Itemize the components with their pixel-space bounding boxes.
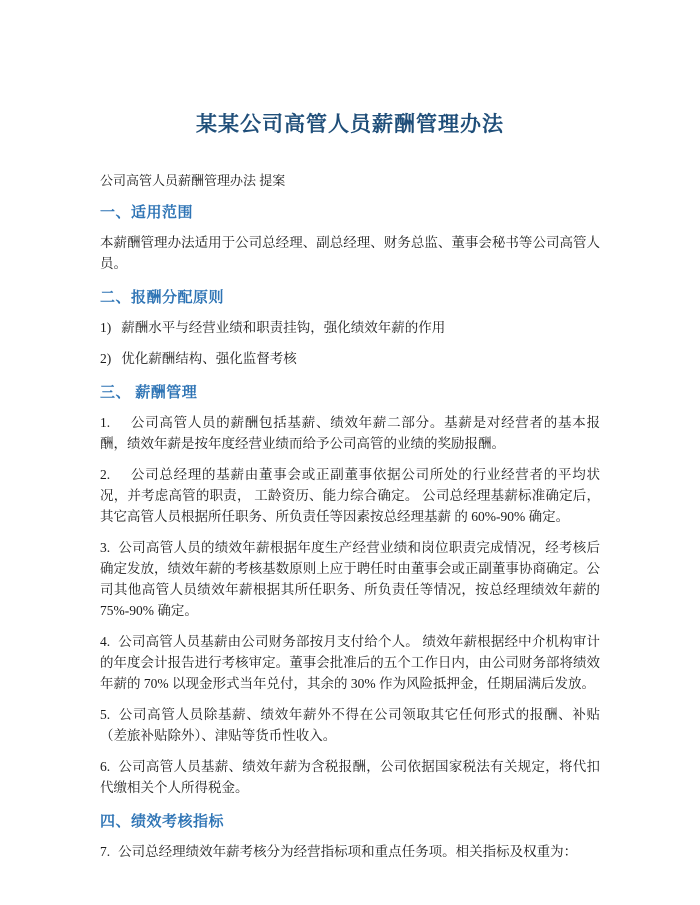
paragraph-number: 5. (100, 707, 111, 722)
paragraph-text: 公司总经理绩效年薪考核分为经营指标项和重点任务项。相关指标及权重为： (118, 844, 578, 859)
paragraph-number: 3. (100, 540, 111, 555)
paragraph-number: 7. (100, 844, 111, 859)
paragraph-text: 公司总经理的基薪由董事会或正副董事依据公司所处的行业经营者的平均状况，并考虑高管的职责， 工龄资历、能力综合确定。 公司总经理基薪标准确定后，其它高管人员根据所任职务、所负责任等因素按总经理基薪 的 60%-90% 确定。 (100, 467, 600, 524)
paragraph-number: 6. (100, 759, 111, 774)
paragraph-text: 公司高管人员的薪酬包括基薪、绩效年薪二部分。基薪是对经营者的基本报酬，绩效年薪是按年度经营业绩而给予公司高管的业绩的奖励报酬。 (100, 415, 600, 451)
section-heading-performance-indicators: 四、绩效考核指标 (100, 814, 225, 830)
numbered-paragraph (100, 756, 600, 798)
paragraph-number: 1. (100, 415, 111, 430)
section-heading-principles: 二、报酬分配原则 (100, 290, 225, 306)
paragraph-text: 公司高管人员基薪、绩效年薪为含税报酬，公司依据国家税法有关规定，将代扣代缴相关个人所得税金。 (100, 759, 600, 795)
paragraph-number: 4. (100, 634, 111, 649)
document-subtitle: 公司高管人员薪酬管理办法 提案 (100, 173, 286, 188)
paragraph-text: 薪酬水平与经营业绩和职责挂钩，强化绩效年薪的作用 (121, 320, 446, 335)
numbered-paragraph (100, 464, 600, 527)
numbered-paragraph (100, 317, 600, 338)
section-heading-scope: 一、适用范围 (100, 205, 194, 221)
paragraph-number: 2. (100, 467, 111, 482)
section-heading-salary-management: 三、 薪酬管理 (100, 385, 198, 401)
paragraph-number: 1) (100, 320, 112, 335)
paragraph-text: 公司高管人员的绩效年薪根据年度生产经营业绩和岗位职责完成情况，经考核后确定发放，绩效年薪的考核基数原则上应于聘任时由董事会或正副董事协商确定。公司其他高管人员绩效年薪根据其所任职务、所负责任等情况，按总经理绩效年薪的 75%-90% 确定。 (100, 540, 600, 618)
paragraph-text: 公司高管人员除基薪、绩效年薪外不得在公司领取其它任何形式的报酬、补贴（差旅补贴除外）、津贴等货币性收入。 (100, 707, 600, 743)
paragraph-text: 优化薪酬结构、强化监督考核 (121, 351, 297, 366)
paragraph-scope: 本薪酬管理办法适用于公司总经理、副总经理、财务总监、董事会秘书等公司高管人员。 (100, 235, 600, 271)
numbered-paragraph (100, 412, 600, 454)
numbered-paragraph (100, 631, 600, 694)
numbered-paragraph (100, 841, 600, 862)
numbered-paragraph (100, 537, 600, 621)
paragraph-text: 公司高管人员基薪由公司财务部按月支付给个人。 绩效年薪根据经中介机构审计的年度会计报告进行考核审定。董事会批准后的五个工作日内，由公司财务部将绩效年薪的 70% 以现金形式当年兑付，其余的 30% 作为风险抵押金，任期届满后发放。 (100, 634, 600, 691)
paragraph-number: 2) (100, 351, 112, 366)
document-title: 某某公司高管人员薪酬管理办法 (196, 112, 504, 136)
numbered-paragraph (100, 704, 600, 746)
numbered-paragraph (100, 348, 600, 369)
